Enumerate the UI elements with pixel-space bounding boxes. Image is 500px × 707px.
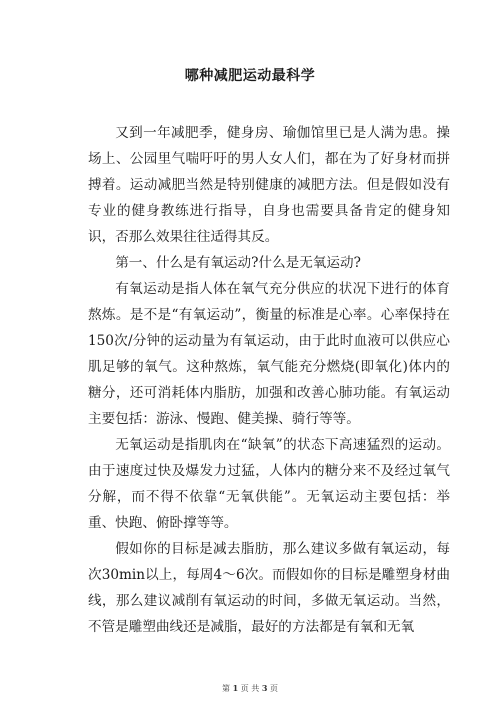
document-body bbox=[88, 120, 450, 640]
page-title: 哪种减肥运动最科学 bbox=[184, 68, 316, 84]
paragraph-anaerobic: 无氧运动是指肌肉在“缺氧”的状态下高速猛烈的运动。由于速度过快及爆发力过猛，人体内的糖分来不及经过氧气分解，而不得不依靠“无氧供能”。无氧运动主要包括：举重、快跑、俯卧撑等等。 bbox=[88, 437, 450, 531]
footer-total-pages: 3 bbox=[261, 683, 268, 693]
page-footer bbox=[0, 682, 500, 695]
paragraph-aerobic: 有氧运动是指人体在氧气充分供应的状况下进行的体育熬炼。是不是“有氧运动”，衡量的标准是心率。心率保持在150次/分钟的运动量为有氧运动，由于此时血液可以供应心肌足够的氧气。这种熬炼，氧气能充分燃烧(即氧化)体内的糖分，还可消耗体内脂肪，加强和改善心肺功能。有氧运动主要包括：游泳、慢跑、健美操、骑行等等。 bbox=[88, 281, 450, 427]
footer-suffix: 页 bbox=[269, 684, 278, 693]
footer-middle: 页 共 bbox=[240, 684, 260, 693]
paragraph-section-heading: 第一、什么是有氧运动?什么是无氧运动? bbox=[115, 255, 361, 271]
paragraph-advice: 假如你的目标是减去脂肪，那么建议多做有氧运动，每次30min以上，每周4～6次。而假如你的目标是雕塑身材曲线，那么建议减削有氧运动的时间，多做无氧运动。当然，不管是雕塑曲线还是减脂，最好的方法都是有氧和无氧 bbox=[88, 541, 450, 635]
paragraph-intro: 又到一年减肥季，健身房、瑜伽馆里已是人满为患。操场上、公园里气喘吁吁的男人女人们，都在为了好身材而拼搏着。运动减肥当然是特别健康的减肥方法。但是假如没有专业的健身教练进行指导，自身也需要具备肯定的健身知识，否那么效果往往适得其反。 bbox=[88, 125, 450, 245]
footer-prefix: 第 bbox=[222, 684, 231, 693]
footer-current-page: 1 bbox=[232, 683, 239, 693]
